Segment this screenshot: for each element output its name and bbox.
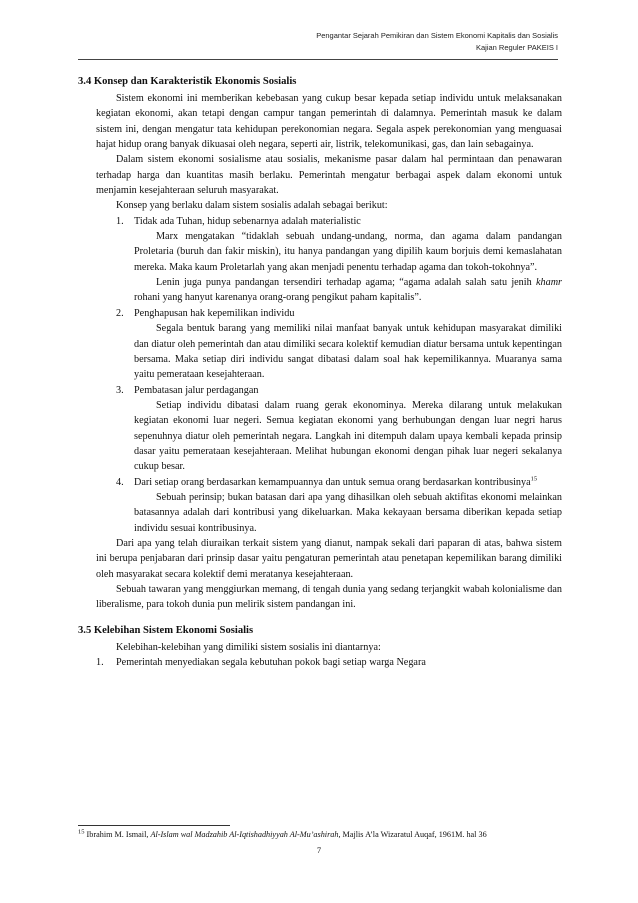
- list-item-paragraph: Setiap individu dibatasi dalam ruang gerak ekonominya. Mereka dilarang untuk melakukan kegiatan ekonomi luar negeri. Semua kegiatan ekonomi yang berhubungan dengan luar negri harus sepenuhnya diatur oleh pemerintah negara. Langkah ini ditempuh dalam upaya kembali kepada prinsip dasar yaitu pemerataan kesejahteraan. Melihat hubungan ekonomi dengan pihak luar negeri sekalanya cukup besar.: [134, 399, 562, 473]
- list-item: [78, 655, 562, 670]
- section-heading-3-5: 3.5 Kelebihan Sistem Ekonomi Sosialis: [78, 624, 254, 636]
- list-item-text: Pemerintah menyediakan segala kebutuhan pokok bagi setiap warga Negara: [116, 657, 426, 669]
- footnote-mark: 15: [78, 828, 85, 836]
- paragraph: Dari apa yang telah diuraikan terkait sistem yang dianut, nampak sekali dari paparan di atas, bahwa sistem ini berupa penjabaran dari prinsip dasar yaitu pengaturan pemerintah atau penetapan kepemilikan barang dimiliki oleh masyarakat secara kolektif demi meratanya kesejahteraan.: [96, 537, 562, 580]
- list-item-paragraph: Marx mengatakan “tidaklah sebuah undang-undang, norma, dan agama dalam pandangan Proletaria (buruh dan fakir miskin), itu hanya pandangan yang dipilih kaum borjuis demi kemaslahatan mereka. Maka kaum Proletarlah yang akan menjadi penentu terhadap agama dan tokoh-tokohnya”.: [134, 231, 562, 273]
- list-item-title: Tidak ada Tuhan, hidup sebenarnya adalah materialistic: [134, 215, 361, 227]
- list-item-title: [134, 475, 562, 490]
- header-title: Pengantar Sejarah Pemikiran dan Sistem Ekonomi Kapitalis dan Sosialis: [316, 31, 558, 40]
- section-heading-3-4: 3.4 Konsep dan Karakteristik Ekonomis Sosialis: [78, 76, 297, 87]
- header-rule: [78, 59, 558, 60]
- list-number: 3.: [116, 384, 124, 396]
- text-run: Ibrahim M. Ismail,: [86, 830, 149, 839]
- list-item: [78, 214, 562, 229]
- italic-term: khamr: [535, 277, 563, 289]
- text-run: Majlis A’la Wizaratul Auqaf, 1961M. hal 36: [342, 830, 487, 839]
- footnote-ref[interactable]: 15: [530, 475, 538, 483]
- list-item-paragraph: Segala bentuk barang yang memiliki nilai manfaat banyak untuk kehidupan masyarakat dimiliki dan diatur oleh pemerintah dan atau dimiliki secara kolektif kemudian diatur bersama untuk kepentingan bersama. Maka setiap diri individu sangat dibatasi dalam soal hak kepemilikannya. Muaranya sama yaitu pemerataan kesejahteraan.: [134, 323, 562, 381]
- paragraph: Dalam sistem ekonomi sosialisme atau sosialis, mekanisme pasar dalam hal permintaan dan penawaran terhadap harga dan kuantitas masih berlaku. Pemerintah mengatur berbagai aspek dalam ekonomi untuk menjamin kesejahteraan seluruh masyarakat.: [96, 154, 562, 197]
- page-number: 7: [316, 845, 322, 855]
- list-item: [78, 383, 562, 398]
- paragraph: Sebuah tawaran yang menggiurkan memang, di tengah dunia yang sedang terjangkit wabah kolonialisme dan liberalisme, para tokoh dunia pun melirik sistem pandangan ini.: [96, 584, 562, 611]
- text-run: Lenin juga punya pandangan tersendiri terhadap agama; “agama adalah salah satu jenih: [156, 277, 532, 289]
- list-item-paragraph: Sebuah perinsip; bukan batasan dari apa yang dihasilkan oleh sebuah aktifitas ekonomi melainkan batasannya adalah dari kontribusi yang dikeluarkan. Maka kekayaan bersama diberikan kepada setiap individu sesuai kontribusinya.: [134, 491, 562, 534]
- text-run: Dari setiap orang berdasarkan kemampuannya dan untuk semua orang berdasarkan kontribusinya: [134, 476, 531, 488]
- footnote: [78, 829, 568, 840]
- text-run: rohani yang hanyut karenanya orang-orang pengikut paham kapitalis”.: [134, 292, 422, 304]
- list-item-paragraph: [78, 275, 562, 306]
- list-item-title: Penghapusan hak kepemilikan individu: [134, 307, 295, 319]
- italic-title: Al-Islam wal Madzahib Al-Iqtishadhiyyah Al-Mu’ashirah,: [150, 830, 341, 839]
- list-number: 1.: [96, 657, 104, 669]
- paragraph: Sistem ekonomi ini memberikan kebebasan yang cukup besar kepada setiap individu untuk melaksanakan kegiatan ekonomi, akan tetapi dengan campur tangan pemerintah di dalamnya. Pemerintah masuk ke dalam sistem ini, dengan mengatur tata kehidupan perekonomian negara. Segala aspek perekonomian yang menguasai hajat hidup orang banyak dikuasai oleh negara, seperti air, listrik, telekomunikasi, gas, dan lain sebagainya.: [96, 93, 562, 151]
- list-number: 1.: [116, 215, 124, 227]
- list-item: [78, 475, 562, 490]
- running-header: [316, 30, 558, 54]
- list-number: 2.: [116, 307, 124, 319]
- list-item: [78, 306, 562, 321]
- header-subtitle: Kajian Reguler PAKEIS I: [476, 43, 558, 52]
- paragraph: Kelebihan-kelebihan yang dimiliki sistem sosialis ini diantarnya:: [116, 641, 381, 653]
- paragraph: Konsep yang berlaku dalam sistem sosialis adalah sebagai berikut:: [116, 200, 388, 212]
- page-body: [78, 74, 562, 670]
- footnote-rule: [78, 825, 230, 826]
- list-number: 4.: [116, 476, 124, 488]
- list-item-title: Pembatasan jalur perdagangan: [134, 384, 259, 396]
